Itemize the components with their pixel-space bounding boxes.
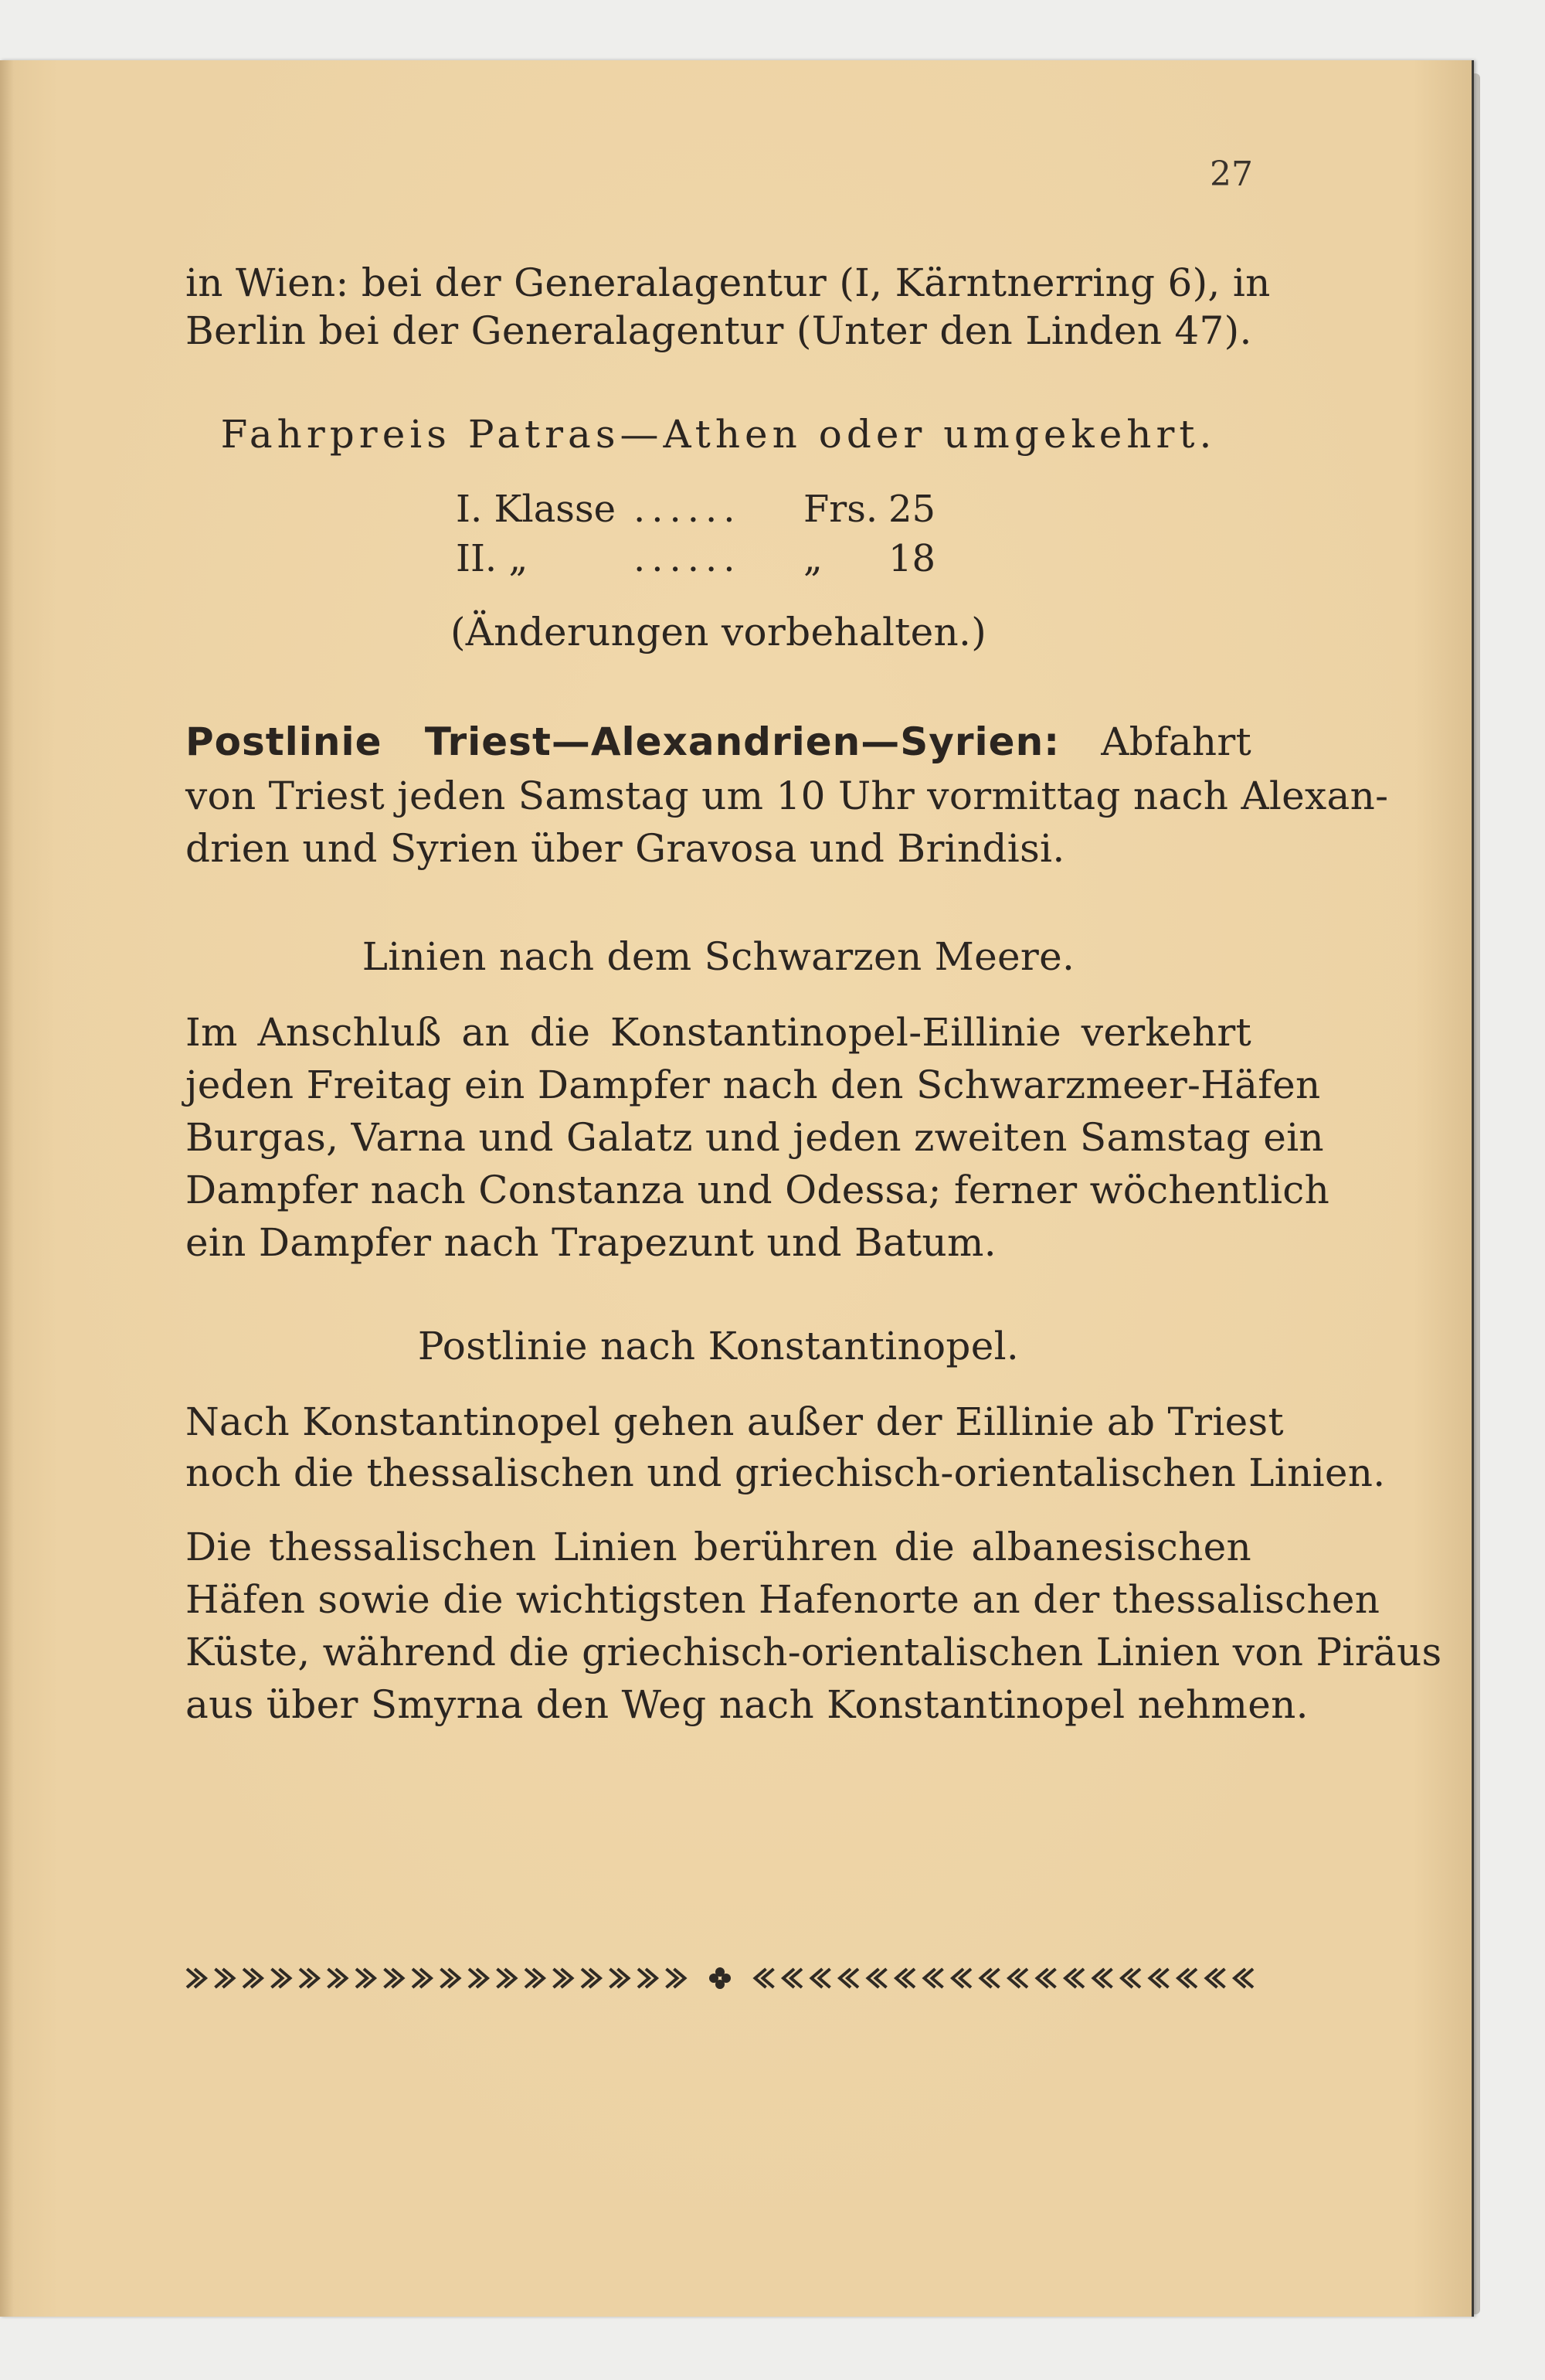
fare-currency: Frs.: [803, 488, 878, 531]
text-line-tail: Abfahrt: [1101, 719, 1251, 764]
fare-row-first-class: [456, 487, 966, 532]
text-line: noch die thessalischen und griechisch-orientalischen Linien.: [185, 1450, 1386, 1495]
fare-note: (Änderungen vorbehalten.): [450, 610, 987, 654]
chevron-left-icon: [952, 1969, 971, 1987]
text-line: drien und Syrien über Gravosa und Brindisi.: [185, 826, 1065, 871]
text-line: Dampfer nach Constanza und Odessa; ferner wöchentlich: [185, 1168, 1330, 1212]
chevron-left-icon: [1150, 1969, 1169, 1987]
text-line: Berlin bei der Generalagentur (Unter den Linden 47).: [185, 308, 1252, 353]
chevron-left-icon: [868, 1969, 887, 1987]
gutter-shadow: [0, 60, 14, 2317]
chevron-left-icon: [1094, 1969, 1112, 1987]
chevron-left-icon: [981, 1969, 1000, 1987]
fare-leader-dots: ......: [633, 488, 742, 531]
fare-amount: 25: [888, 488, 936, 531]
fare-leader-dots: ......: [633, 537, 742, 580]
chevron-left-icon: [896, 1969, 915, 1987]
chevron-left-icon: [1234, 1969, 1253, 1987]
chevron-right-icon: [441, 1969, 460, 1987]
fare-class-label: II. „: [456, 537, 528, 580]
chevron-right-icon: [187, 1969, 205, 1987]
chevron-right-icon: [300, 1969, 318, 1987]
chevron-right-icon: [356, 1969, 375, 1987]
text-line: Küste, während die griechisch-orientalischen Linien von Piräus: [185, 1630, 1442, 1674]
section-heading-constantinople: Postlinie nach Konstantinopel.: [417, 1324, 1020, 1368]
trieste-line-heading: [185, 719, 1251, 765]
chevron-right-icon: [667, 1969, 685, 1987]
chevron-right-icon: [216, 1969, 234, 1987]
text-line: Die thessalischen Linien berühren die albanesischen: [185, 1525, 1251, 1569]
chevron-right-icon: [272, 1969, 290, 1987]
chevron-left-icon: [1009, 1969, 1027, 1987]
fare-heading: Fahrpreis Patras—Athen oder umgekehrt.: [220, 412, 1217, 457]
text-line: aus über Smyrna den Weg nach Konstantinopel nehmen.: [185, 1682, 1309, 1727]
chevron-left-icon: [1178, 1969, 1197, 1987]
text-line: Nach Konstantinopel gehen außer der Eillinie ab Triest: [185, 1399, 1284, 1444]
chevron-right-icon: [385, 1969, 403, 1987]
chevron-right-icon: [525, 1969, 544, 1987]
chevron-left-icon: [1037, 1969, 1056, 1987]
text-line: jeden Freitag ein Dampfer nach den Schwarzmeer-Häfen: [185, 1062, 1321, 1107]
fare-class-label: I. Klasse: [456, 488, 616, 531]
chevron-right-icon: [610, 1969, 629, 1987]
chevron-right-icon: [328, 1969, 347, 1987]
chevron-left-icon: [1065, 1969, 1084, 1987]
chevron-right-icon: [497, 1969, 516, 1987]
text-line: Häfen sowie die wichtigsten Hafenorte an der thessalischen: [185, 1577, 1380, 1622]
chevron-right-icon: [469, 1969, 487, 1987]
chevron-left-icon: [756, 1969, 774, 1987]
chevron-left-icon: [840, 1969, 858, 1987]
chevron-right-icon: [413, 1969, 431, 1987]
chevron-right-icon: [554, 1969, 572, 1987]
chevron-left-icon: [1207, 1969, 1225, 1987]
fare-currency: „: [803, 537, 823, 580]
page-number: 27: [1210, 155, 1253, 194]
decorative-ornament-rule: [184, 1963, 1256, 1994]
text-line: Burgas, Varna und Galatz und jeden zweiten Samstag ein: [185, 1115, 1324, 1160]
text-line: von Triest jeden Samstag um 10 Uhr vormittag nach Alexan-: [185, 774, 1389, 818]
chevron-left-icon: [812, 1969, 830, 1987]
chevron-right-icon: [582, 1969, 600, 1987]
chevron-left-icon: [925, 1969, 943, 1987]
text-line: Im Anschluß an die Konstantinopel-Eillinie verkehrt: [185, 1010, 1251, 1055]
ornament-flower-icon: [709, 1967, 731, 1989]
chevron-right-icon: [638, 1969, 657, 1987]
chevron-right-icon: [243, 1969, 262, 1987]
chevron-left-icon: [783, 1969, 802, 1987]
section-heading-black-sea: Linien nach dem Schwarzen Meere.: [362, 934, 1075, 979]
fare-amount: 18: [888, 537, 936, 580]
chevron-left-icon: [1122, 1969, 1140, 1987]
text-line: ein Dampfer nach Trapezunt und Batum.: [185, 1220, 997, 1265]
section-heading-trieste: Postlinie Triest—Alexandrien—Syrien:: [185, 719, 1061, 764]
fare-row-second-class: [456, 536, 966, 581]
text-line: in Wien: bei der Generalagentur (I, Kärntnerring 6), in: [185, 260, 1271, 305]
